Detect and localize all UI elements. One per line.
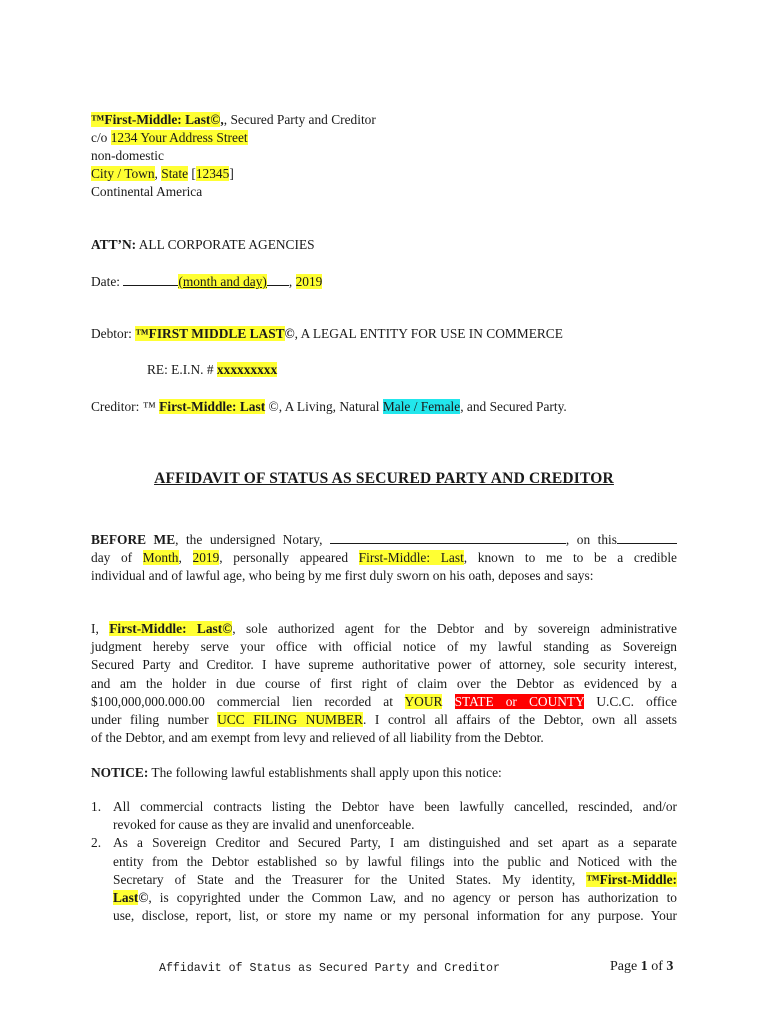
numbered-list (91, 798, 677, 925)
before-me-year: 2019 (192, 550, 220, 566)
list-item-2-line-5: use, disclose, report, list, or store my name or my personal information for any purpose. Your (113, 908, 677, 924)
debtor-copyright: © (284, 326, 295, 341)
body-line-5 (91, 693, 677, 711)
creditor-mid: ©, A Living, Natural (265, 399, 383, 414)
notice-text: The following lawful establishments shall apply upon this notice: (148, 765, 502, 780)
before-me-line-2 (91, 549, 677, 567)
of-label: of (647, 959, 667, 974)
before-me-paragraph (91, 530, 677, 586)
non-domestic-line: non-domestic (91, 148, 164, 163)
ein-value: xxxxxxxxx (216, 362, 278, 377)
before-me-name: First-Middle: Last (358, 550, 464, 566)
body-line-1 (91, 620, 677, 638)
date-sep: , (288, 274, 296, 289)
list-item (91, 798, 677, 834)
list-item-2-line-4 (113, 889, 677, 907)
list-item-2-text-4b: , is copyrighted under the Common Law, and no agency or person has authorization to (148, 890, 677, 906)
creditor-label: Creditor: ™ (91, 399, 160, 414)
affidavit-title: AFFIDAVIT OF STATUS AS SECURED PARTY AND CREDITOR (154, 470, 614, 487)
notice-line (91, 764, 502, 782)
attn-value: ALL CORPORATE AGENCIES (136, 237, 315, 252)
debtor-name: ™FIRST MIDDLE LAST (135, 326, 285, 341)
body-text-6a: under filing number (91, 712, 218, 728)
creditor-gender: Male / Female (382, 399, 461, 414)
before-me-text-2: , on this (565, 532, 617, 547)
date-month-day: (month and day) (178, 274, 267, 289)
body-line-3: Secured Party and Creditor. I have supreme authoritative power of attorney, sole security interest, (91, 657, 677, 673)
before-me-text-4: , personally appeared (219, 550, 359, 566)
list-item-2-text-3a: Secretary of State and the Treasurer for the United States. My identity, (113, 871, 587, 887)
list-item-2-line-2: entity from the Debtor established so by lawful filings into the public and Noticed with the (113, 853, 677, 869)
creditor-suffix: , and Secured Party. (460, 399, 567, 414)
list-item-2-line-1: As a Sovereign Creditor and Secured Party, I am distinguished and set apart as a separate (113, 835, 677, 851)
debtor-line (91, 325, 563, 343)
notary-blank (330, 530, 566, 544)
before-me-lead: BEFORE ME (91, 532, 176, 547)
list-item-1-line-2: revoked for cause as they are invalid and unenforceable. (113, 817, 415, 833)
body-line-7: of the Debtor, and am exempt from levy and relieved of all liability from the Debtor. (91, 730, 544, 746)
attn-line (91, 236, 315, 254)
page-label: Page (610, 959, 641, 974)
street-address: 1234 Your Address Street (110, 130, 248, 145)
zip: 12345 (195, 166, 230, 181)
before-me-line-1 (91, 530, 677, 549)
party-name: ™First-Middle: Last© (91, 112, 221, 127)
city-state-line: City / Town, State [12345] (91, 166, 234, 181)
list-item (91, 834, 677, 925)
date-line (91, 272, 322, 290)
body-line-4: and am the holder in due course of first right of claim over the Debtor as evidenced by a (91, 675, 677, 691)
creditor-name: First-Middle: Last (159, 399, 266, 414)
country-line: Continental America (91, 184, 203, 199)
attn-label: ATT’N: (91, 237, 137, 252)
body-text-1b: , sole authorized agent for the Debtor and by sovereign administrative (232, 621, 677, 636)
footer-doc-title: Affidavit of Status as Secured Party and Creditor (159, 962, 500, 975)
before-me-line-3: individual and of lawful age, who being by me first duly sworn on his oath, deposes and says: (91, 568, 594, 584)
before-me-sep: , (178, 550, 193, 566)
body-name: First-Middle: Last© (109, 621, 233, 636)
date-blank-2 (267, 272, 289, 286)
body-state-county: STATE or COUNTY (454, 693, 585, 709)
body-text-6b: . I control all affairs of the Debtor, own all assets (362, 712, 677, 728)
body-your: YOUR (404, 693, 443, 709)
page-total: 3 (666, 959, 674, 974)
list-item-2-name-b: Last (113, 890, 139, 906)
co-prefix: c/o (91, 130, 111, 145)
debtor-suffix: , A LEGAL ENTITY FOR USE IN COMMERCE (294, 326, 563, 341)
body-ucc-number: UCC FILING NUMBER (217, 712, 363, 728)
notice-label: NOTICE: (91, 765, 149, 780)
party-suffix: , Secured Party and Creditor (223, 112, 376, 127)
before-me-text-1: , the undersigned Notary, (175, 532, 330, 547)
date-label: Date: (91, 274, 124, 289)
body-line-2: judgment hereby serve your office with official notice of my lawful standing as Sovereign (91, 639, 677, 655)
creditor-line (91, 398, 567, 416)
list-item-number: 1. (91, 799, 102, 814)
ein-line (147, 361, 277, 379)
footer-page-number (610, 959, 673, 975)
date-year: 2019 (295, 274, 323, 289)
page-num: 1 (640, 959, 648, 974)
body-line-6 (91, 711, 677, 729)
body-text-1a: I, (91, 621, 110, 636)
city: City / Town (91, 166, 155, 181)
before-me-text-5: , known to me to be a credible (463, 550, 677, 566)
debtor-label: Debtor: (91, 326, 136, 341)
list-item-2-copyright: © (138, 890, 149, 906)
before-me-text-3: day of (91, 550, 143, 566)
day-blank (617, 530, 677, 544)
address-line (91, 129, 248, 147)
body-paragraph (91, 620, 677, 747)
body-text-5a: $100,000,000.000.00 commercial lien recorded at (91, 693, 405, 709)
body-text-5b: U.C.C. office (584, 693, 677, 709)
date-blank-1 (123, 272, 178, 286)
state: State (161, 166, 189, 181)
list-item-1-line-1: All commercial contracts listing the Debtor have been lawfully cancelled, rescinded, and/or (113, 799, 677, 814)
list-item-2-name-a: ™First-Middle: (586, 871, 677, 887)
before-me-month: Month (142, 550, 179, 566)
ein-label: RE: E.I.N. # (147, 362, 217, 377)
list-item-number: 2. (91, 835, 102, 851)
secured-party-line: ™First-Middle: Last©,, Secured Party and Creditor (91, 112, 376, 127)
list-item-2-line-3 (113, 871, 677, 889)
